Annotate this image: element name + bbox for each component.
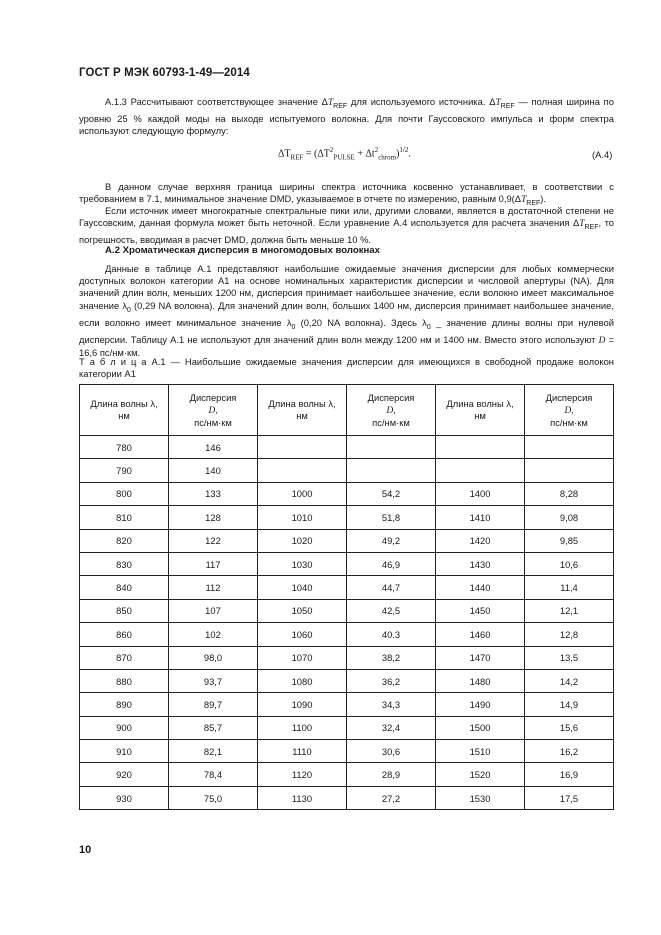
table-row bbox=[80, 482, 614, 505]
table-row bbox=[80, 576, 614, 599]
table-cell: 32,4 bbox=[347, 716, 436, 739]
table-cell: 117 bbox=[169, 552, 258, 575]
table-cell: 89,7 bbox=[169, 693, 258, 716]
table-cell: 1460 bbox=[436, 623, 525, 646]
table-cell: 1470 bbox=[436, 646, 525, 669]
col-header-dispersion: Дисперсия D, пс/нм·км bbox=[525, 385, 614, 436]
table-cell: 16,9 bbox=[525, 763, 614, 786]
table-cell: 85,7 bbox=[169, 716, 258, 739]
table-cell: 1050 bbox=[258, 599, 347, 622]
table-cell: 107 bbox=[169, 599, 258, 622]
document-header: ГОСТ Р МЭК 60793-1-49—2014 bbox=[79, 67, 250, 79]
table-cell: 28,9 bbox=[347, 763, 436, 786]
table-cell: 1490 bbox=[436, 693, 525, 716]
table-cell bbox=[436, 459, 525, 482]
table-cell: 1020 bbox=[258, 529, 347, 552]
table-cell: 1530 bbox=[436, 786, 525, 809]
table-cell: 870 bbox=[80, 646, 169, 669]
table-cell: 27,2 bbox=[347, 786, 436, 809]
table-cell: 128 bbox=[169, 506, 258, 529]
table-cell: 1010 bbox=[258, 506, 347, 529]
table-cell: 12,8 bbox=[525, 623, 614, 646]
table-cell bbox=[525, 436, 614, 459]
table-cell: 840 bbox=[80, 576, 169, 599]
table-cell: 112 bbox=[169, 576, 258, 599]
table-row bbox=[80, 763, 614, 786]
table-cell: 44,7 bbox=[347, 576, 436, 599]
dispersion-table bbox=[79, 384, 614, 810]
section-heading-a2: А.2 Хроматическая дисперсия в многомодовых волокнах bbox=[105, 245, 380, 256]
table-cell: 11,4 bbox=[525, 576, 614, 599]
table-cell: 8,28 bbox=[525, 482, 614, 505]
table-cell: 16,2 bbox=[525, 740, 614, 763]
table-cell: 860 bbox=[80, 623, 169, 646]
page-number: 10 bbox=[79, 844, 92, 856]
table-cell: 9,85 bbox=[525, 529, 614, 552]
table-cell: 1400 bbox=[436, 482, 525, 505]
table-cell: 40.3 bbox=[347, 623, 436, 646]
table-cell: 800 bbox=[80, 482, 169, 505]
table-cell: 1450 bbox=[436, 599, 525, 622]
table-cell: 830 bbox=[80, 552, 169, 575]
table-cell: 1060 bbox=[258, 623, 347, 646]
table-cell: 790 bbox=[80, 459, 169, 482]
table-cell: 146 bbox=[169, 436, 258, 459]
col-header-dispersion: Дисперсия D, пс/нм·км bbox=[169, 385, 258, 436]
table-cell: 1410 bbox=[436, 506, 525, 529]
table-cell bbox=[436, 436, 525, 459]
table-cell: 93,7 bbox=[169, 669, 258, 692]
table-cell: 14,9 bbox=[525, 693, 614, 716]
table-cell: 1510 bbox=[436, 740, 525, 763]
table-cell: 78,4 bbox=[169, 763, 258, 786]
table-cell: 1110 bbox=[258, 740, 347, 763]
col-header-wavelength: Длина волны λ, нм bbox=[80, 385, 169, 436]
table-row bbox=[80, 459, 614, 482]
table-cell: 900 bbox=[80, 716, 169, 739]
table-cell: 880 bbox=[80, 669, 169, 692]
table-cell: 49,2 bbox=[347, 529, 436, 552]
table-cell: 1420 bbox=[436, 529, 525, 552]
table-cell: 46,9 bbox=[347, 552, 436, 575]
table-cell: 1440 bbox=[436, 576, 525, 599]
table-row bbox=[80, 716, 614, 739]
paragraph-multiple-peaks: Если источник имеет многократные спектральные пики или, другими словами, является в достаточной степени не Гауссовским, данная формула может быть неточной. Если уравнение А.4 используется для расчета значения $\Delta T_{REF}$, то погрешность, вводимая в расчет DMD, должна быть меньше 10 %. bbox=[79, 205, 614, 246]
table-row bbox=[80, 786, 614, 809]
formula-a4: $\Delta T_{REF} = (\Delta T^2_{PULSE} + \Delta t^2_{chrom})^{1/2}$. bbox=[278, 146, 411, 162]
equation-number: (А.4) bbox=[592, 149, 613, 160]
table-cell: 98,0 bbox=[169, 646, 258, 669]
table-cell: 930 bbox=[80, 786, 169, 809]
table-cell: 140 bbox=[169, 459, 258, 482]
table-cell bbox=[525, 459, 614, 482]
table-row bbox=[80, 646, 614, 669]
table-cell: 1070 bbox=[258, 646, 347, 669]
table-cell: 920 bbox=[80, 763, 169, 786]
table-cell: 12,1 bbox=[525, 599, 614, 622]
table-cell: 36,2 bbox=[347, 669, 436, 692]
table-cell: 30,6 bbox=[347, 740, 436, 763]
table-cell: 38,2 bbox=[347, 646, 436, 669]
table-cell: 13,5 bbox=[525, 646, 614, 669]
table-cell: 1080 bbox=[258, 669, 347, 692]
table-cell: 82,1 bbox=[169, 740, 258, 763]
table-cell bbox=[347, 459, 436, 482]
table-cell: 51,8 bbox=[347, 506, 436, 529]
table-cell bbox=[258, 436, 347, 459]
table-cell: 810 bbox=[80, 506, 169, 529]
table-cell: 122 bbox=[169, 529, 258, 552]
paragraph-upper-bound: В данном случае верхняя граница ширины спектра источника косвенно устанавливает, в соответствии с требованием в 7.1, минимальное значение DMD, указываемое в отчете по измерению, равным $0,9(\Delta T_{REF})$. bbox=[79, 181, 614, 208]
table-cell: 890 bbox=[80, 693, 169, 716]
table-cell: 1040 bbox=[258, 576, 347, 599]
table-cell: 133 bbox=[169, 482, 258, 505]
table-header-row bbox=[80, 385, 614, 436]
table-row bbox=[80, 436, 614, 459]
table-cell: 1500 bbox=[436, 716, 525, 739]
col-header-dispersion: Дисперсия D, пс/нм·км bbox=[347, 385, 436, 436]
table-cell bbox=[258, 459, 347, 482]
table-cell: 1120 bbox=[258, 763, 347, 786]
paragraph-a2-data: Данные в таблице А.1 представляют наибольшие ожидаемые значения дисперсии для любых коммерчески доступных волокон категории А1 на основе номинальных характеристик дисперсии и числовой апертуры (NA). Для значений длин волн, меньших 1200 нм, дисперсия принимает наибольшее значение, если волокно имеет максимальное значение $\lambda_0$ (0,29 NA волокна). Для значений длин волн, больших 1400 нм, дисперсия принимает наибольшее значение, если волокно имеет минимальное значение $\lambda_0$ (0,20 NA волокна). Здесь $\lambda_0$ _ значение длины волны при нулевой дисперсии. Таблицу А.1 не используют для значений длин волн между 1200 нм и 1400 нм. Вместо этого используют D = 16,6 пс/нм·км. bbox=[79, 263, 614, 358]
col-header-wavelength: Длина волны λ, нм bbox=[436, 385, 525, 436]
table-row bbox=[80, 506, 614, 529]
table-row bbox=[80, 529, 614, 552]
table-cell: 1030 bbox=[258, 552, 347, 575]
table-row bbox=[80, 623, 614, 646]
table-cell: 1480 bbox=[436, 669, 525, 692]
table-row bbox=[80, 599, 614, 622]
table-cell: 54,2 bbox=[347, 482, 436, 505]
table-row bbox=[80, 740, 614, 763]
table-row bbox=[80, 669, 614, 692]
table-cell: 34,3 bbox=[347, 693, 436, 716]
table-cell: 1130 bbox=[258, 786, 347, 809]
table-cell: 102 bbox=[169, 623, 258, 646]
table-cell: 1000 bbox=[258, 482, 347, 505]
table-row bbox=[80, 693, 614, 716]
table-cell: 15,6 bbox=[525, 716, 614, 739]
table-row bbox=[80, 552, 614, 575]
table-cell: 820 bbox=[80, 529, 169, 552]
table-caption: Т а б л и ц а А.1 — Наибольшие ожидаемые значения дисперсии для имеющихся в свободной продаже волокон категории А1 bbox=[79, 356, 614, 380]
table-cell: 75,0 bbox=[169, 786, 258, 809]
table-cell: 910 bbox=[80, 740, 169, 763]
table-cell: 850 bbox=[80, 599, 169, 622]
table-cell: 780 bbox=[80, 436, 169, 459]
table-cell: 9,08 bbox=[525, 506, 614, 529]
col-header-wavelength: Длина волны λ, нм bbox=[258, 385, 347, 436]
table-cell: 14,2 bbox=[525, 669, 614, 692]
table-cell: 17,5 bbox=[525, 786, 614, 809]
paragraph-a13: А.1.3 Рассчитывают соответствующее значение $\Delta T_{REF}$ для используемого источника. $\Delta T_{REF}$ — полная ширина по уровню 25 % каждой моды на выходе испытуемого волокна. Для почти Гауссовского импульса и форм спектра используют следующую формулу: bbox=[79, 96, 614, 137]
table-cell: 42,5 bbox=[347, 599, 436, 622]
table-cell: 10,6 bbox=[525, 552, 614, 575]
table-cell: 1430 bbox=[436, 552, 525, 575]
table-cell: 1100 bbox=[258, 716, 347, 739]
table-cell bbox=[347, 436, 436, 459]
table-cell: 1520 bbox=[436, 763, 525, 786]
table-cell: 1090 bbox=[258, 693, 347, 716]
